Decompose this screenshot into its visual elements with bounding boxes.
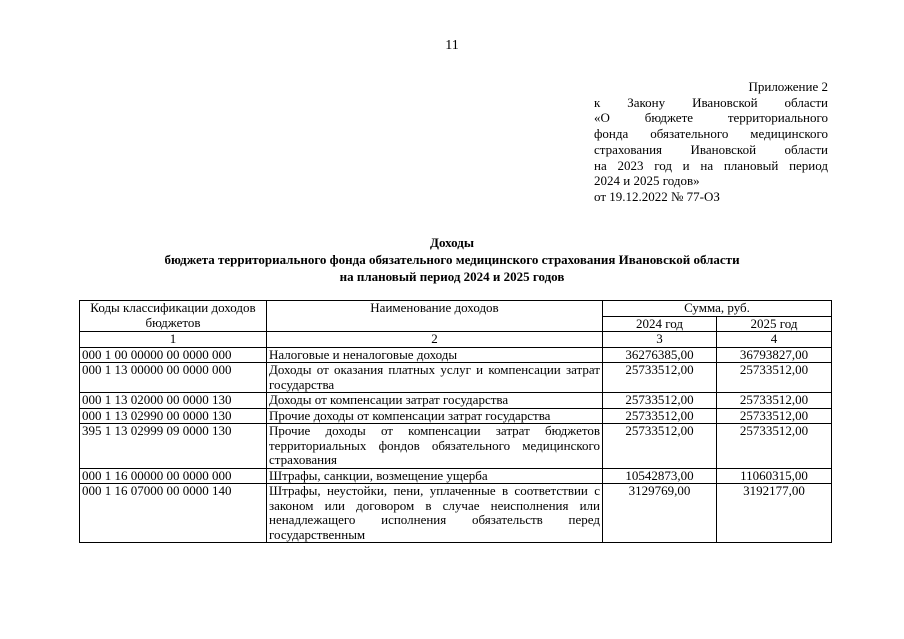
heading-subtitle: бюджета территориального фонда обязательного медицинского страхования Ивановской области (164, 252, 740, 267)
table-row (80, 484, 832, 543)
row-sum-2025: 11060315,00 (717, 468, 832, 484)
row-code: 000 1 16 00000 00 0000 000 (80, 468, 267, 484)
row-sum-2025: 25733512,00 (717, 393, 832, 409)
row-code: 000 1 13 02000 00 0000 130 (80, 393, 267, 409)
row-sum-2024: 25733512,00 (603, 393, 717, 409)
column-number-row (80, 332, 832, 348)
row-name: Прочие доходы от компенсации затрат государства (267, 408, 603, 424)
row-sum-2025: 25733512,00 (717, 363, 832, 393)
row-sum-2024: 36276385,00 (603, 347, 717, 363)
appendix-line: страхования Ивановской области (594, 141, 828, 157)
income-table (79, 300, 832, 543)
column-number: 4 (717, 332, 832, 348)
appendix-line: 2024 и 2025 годов» (594, 173, 700, 189)
row-name: Штрафы, неустойки, пени, уплаченные в соответствии с законом или договором в случае неисполнения или ненадлежащего исполнения обязательств перед государственным (267, 484, 603, 543)
row-sum-2025: 36793827,00 (717, 347, 832, 363)
table-row (80, 408, 832, 424)
row-sum-2024: 25733512,00 (603, 424, 717, 469)
header-codes: Коды классификации доходов бюджетов (80, 301, 267, 332)
appendix-block (594, 79, 828, 205)
appendix-title: Приложение 2 (748, 79, 828, 94)
table-row (80, 347, 832, 363)
column-number: 2 (267, 332, 603, 348)
appendix-line: от 19.12.2022 № 77-ОЗ (594, 188, 720, 204)
row-sum-2024: 25733512,00 (603, 408, 717, 424)
document-heading (80, 234, 824, 285)
appendix-line: на 2023 год и на плановый период (594, 157, 828, 173)
table-row (80, 424, 832, 469)
row-sum-2025: 25733512,00 (717, 408, 832, 424)
row-name: Доходы от оказания платных услуг и компенсации затрат государства (267, 363, 603, 393)
row-sum-2025: 25733512,00 (717, 424, 832, 469)
table-row (80, 363, 832, 393)
appendix-line: «О бюджете территориального (594, 110, 828, 126)
row-sum-2024: 25733512,00 (603, 363, 717, 393)
column-number: 1 (80, 332, 267, 348)
header-year-2024: 2024 год (603, 316, 717, 332)
row-name: Штрафы, санкции, возмещение ущерба (267, 468, 603, 484)
row-sum-2025: 3192177,00 (717, 484, 832, 543)
column-number: 3 (603, 332, 717, 348)
heading-period: на плановый период 2024 и 2025 годов (339, 269, 565, 284)
appendix-line: фонда обязательного медицинского (594, 126, 828, 142)
appendix-line: к Закону Ивановской области (594, 94, 828, 110)
row-name: Прочие доходы от компенсации затрат бюджетов территориальных фондов обязательного медицинского страхования (267, 424, 603, 469)
table-row (80, 393, 832, 409)
page-number: 11 (445, 38, 459, 53)
row-name: Налоговые и неналоговые доходы (267, 347, 603, 363)
row-code: 000 1 16 07000 00 0000 140 (80, 484, 267, 543)
row-code: 000 1 00 00000 00 0000 000 (80, 347, 267, 363)
header-name: Наименование доходов (267, 301, 603, 332)
heading-title: Доходы (430, 235, 474, 250)
row-code: 000 1 13 00000 00 0000 000 (80, 363, 267, 393)
header-year-2025: 2025 год (717, 316, 832, 332)
row-code: 395 1 13 02999 09 0000 130 (80, 424, 267, 469)
row-name: Доходы от компенсации затрат государства (267, 393, 603, 409)
table-row (80, 468, 832, 484)
row-sum-2024: 10542873,00 (603, 468, 717, 484)
header-sum: Сумма, руб. (603, 301, 832, 317)
row-sum-2024: 3129769,00 (603, 484, 717, 543)
row-code: 000 1 13 02990 00 0000 130 (80, 408, 267, 424)
